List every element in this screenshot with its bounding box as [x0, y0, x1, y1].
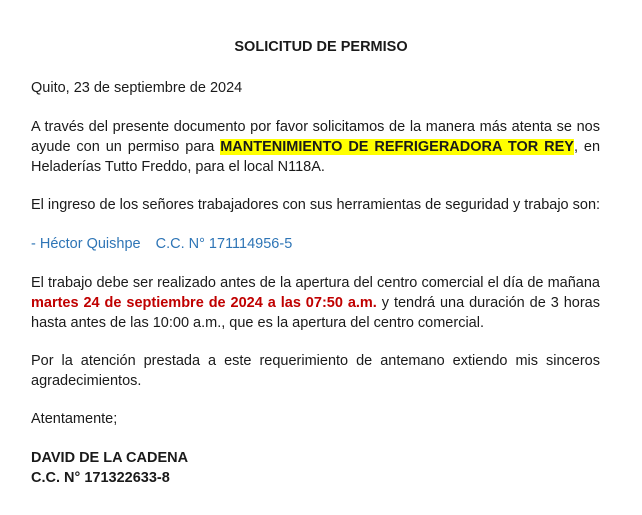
closing-line: Atentamente;: [31, 411, 118, 427]
request-text-end: , en: [573, 139, 601, 155]
request-text: ayude con un permiso para: [31, 139, 221, 155]
worker-id: C.C. N° 171114956-5: [155, 236, 293, 252]
paragraph-thanks-line-1: Por la atención prestada a este requerimiento de antemano extiendo mis sinceros: [31, 353, 600, 369]
paragraph-request-line-1: A través del presente documento por favor solicitamos de la manera más atenta se nos: [31, 119, 600, 135]
paragraph-schedule-line-1: El trabajo debe ser realizado antes de la apertura del centro comercial el día de mañana: [31, 275, 600, 291]
signer-id: C.C. N° 171322633-8: [31, 470, 170, 486]
paragraph-schedule-line-3: hasta antes de las 10:00 a.m., que es la apertura del centro comercial.: [31, 315, 484, 331]
paragraph-thanks-line-2: agradecimientos.: [31, 373, 142, 389]
date-line: Quito, 23 de septiembre de 2024: [31, 80, 243, 96]
signer-name: DAVID DE LA CADENA: [31, 450, 189, 466]
schedule-text: y tendrá una duración de 3 horas: [376, 295, 600, 311]
paragraph-thanks: [31, 351, 600, 391]
worker-name: - Héctor Quishpe: [31, 236, 141, 252]
scheduled-datetime: martes 24 de septiembre de 2024 a las 07:50 a.m.: [31, 295, 377, 311]
paragraph-request-line-2: [31, 137, 600, 157]
signature-block: [31, 448, 600, 488]
document-title: SOLICITUD DE PERMISO: [234, 39, 408, 55]
paragraph-schedule: [31, 273, 600, 333]
paragraph-request-line-3: Heladerías Tutto Freddo, para el local N118A.: [31, 159, 325, 175]
paragraph-workers-intro: El ingreso de los señores trabajadores con sus herramientas de seguridad y trabajo son:: [31, 197, 601, 213]
highlighted-subject: MANTENIMIENTO DE REFRIGERADORA TOR REY: [220, 139, 574, 155]
worker-entry: [31, 234, 600, 254]
paragraph-request: [31, 117, 600, 177]
paragraph-schedule-line-2: [31, 293, 600, 313]
